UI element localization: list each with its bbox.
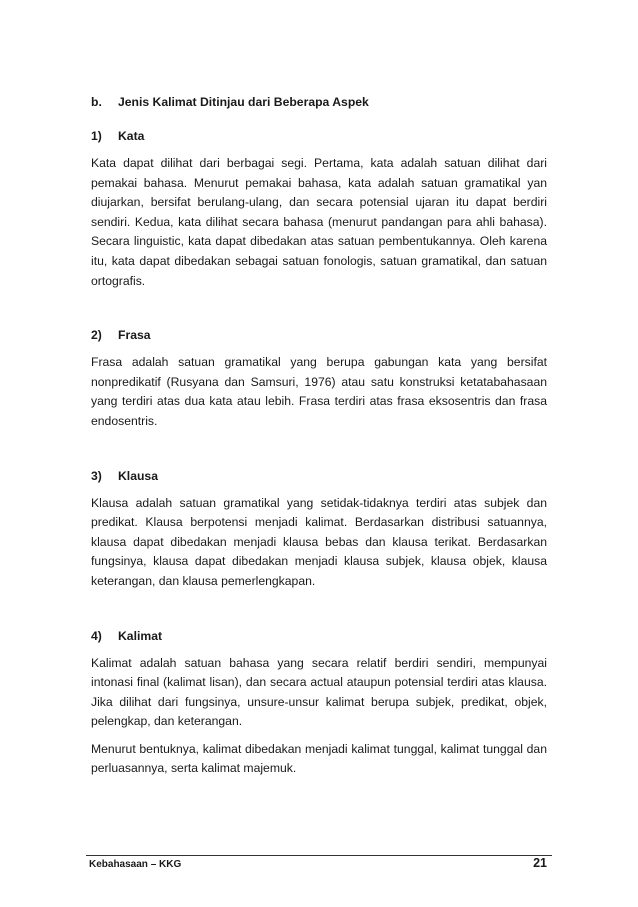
paragraph-kalimat-2: Menurut bentuknya, kalimat dibedakan menjadi kalimat tunggal, kalimat tunggal dan perluasannya, serta kalimat majemuk. xyxy=(91,741,547,776)
footer-divider xyxy=(86,855,552,856)
item-number: 1) xyxy=(91,129,102,143)
item-heading-klausa xyxy=(91,468,547,484)
paragraph-frasa: Frasa adalah satuan gramatikal yang berupa gabungan kata yang bersifat nonpredikatif (Rusyana dan Samsuri, 1976) atau satu konstruksi ketatabahasaan yang terdiri atas dua kata atau lebih. Frasa terdiri atas frasa eksosentris dan frasa endosentris. xyxy=(91,355,547,428)
page-content xyxy=(91,94,547,779)
paragraph-klausa: Klausa adalah satuan gramatikal yang setidak-tidaknya terdiri atas subjek dan predikat. Klausa berpotensi menjadi kalimat. Berdasarkan distribusi satuannya, klausa dapat dibedakan menjadi klausa bebas dan klausa terikat. Berdasarkan fungsinya, klausa dapat dibedakan menjadi klausa subjek, klausa objek, klausa keterangan, dan klausa pemerlengkapan. xyxy=(91,495,547,588)
item-title: Kata xyxy=(118,129,145,143)
item-heading-kalimat xyxy=(91,628,547,644)
paragraph-kalimat-1: Kalimat adalah satuan bahasa yang secara relatif berdiri sendiri, mempunyai intonasi final (kalimat lisan), dan secara actual ataupun potensial terdiri atas klausa. Jika dilihat dari fungsinya, unsure-unsur kalimat berupa subjek, predikat, objek, pelengkap, dan keterangan. xyxy=(91,655,547,729)
item-title: Frasa xyxy=(118,328,151,343)
item-title: Kalimat xyxy=(118,628,163,643)
section-title: Jenis Kalimat Ditinjau dari Beberapa Aspek xyxy=(118,95,369,109)
section-heading xyxy=(91,94,547,110)
item-title: Klausa xyxy=(118,468,158,483)
item-number: 2) xyxy=(91,328,102,343)
paragraph-kata: Kata dapat dilihat dari berbagai segi. Pertama, kata adalah satuan dilihat dari pemakai bahasa. Menurut pemakai bahasa, kata adalah satuan gramatikal yan diujarkan, bersifat berulang-ulang, dan secara potensial ujaran itu dapat berdiri sendiri. Kedua, kata dilihat secara bahasa (menurut pandangan para ahli bahasa). Secara linguistic, kata dapat dibedakan atas satuan pembentukannya. Oleh karena itu, kata dapat dibedakan sebagai satuan fonologis, satuan gramatikal, dan satuan ortografis. xyxy=(91,156,547,288)
page-number: 21 xyxy=(533,856,547,870)
section-letter: b. xyxy=(91,95,102,109)
item-number: 3) xyxy=(91,468,102,483)
footer-title: Kebahasaan – KKG xyxy=(89,859,182,870)
item-heading-kata xyxy=(91,128,547,144)
item-heading-frasa xyxy=(91,327,547,343)
item-number: 4) xyxy=(91,628,102,643)
